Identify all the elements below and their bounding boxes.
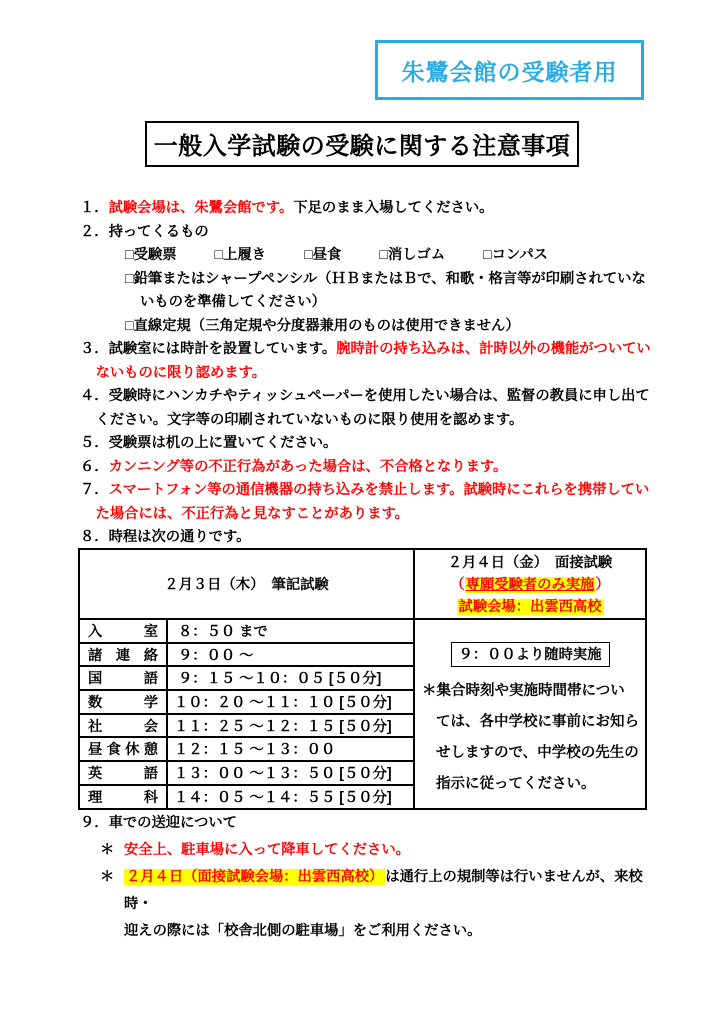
checklist-item-eraser: □消しゴム (379, 247, 446, 263)
venue-badge-label: 朱鷺会館の受験者用 (401, 58, 618, 85)
interview-header-venue: 試験会場：出雲西高校 (458, 599, 602, 615)
item-line (109, 338, 655, 362)
checklist-row (125, 244, 655, 268)
instruction-item-6 (80, 456, 655, 480)
subject-cell: 昼食休憩 (79, 737, 167, 761)
item-number: ９． (80, 815, 109, 831)
instruction-item-3 (80, 338, 655, 385)
item-number: ３． (80, 341, 109, 357)
interview-note (422, 676, 645, 800)
item-text: 時程は次の通りです。 (108, 529, 251, 545)
item-number: ２． (80, 223, 109, 240)
checklist-item-lunch: □昼食 (304, 247, 342, 263)
instruction-item-5 (80, 432, 655, 456)
item-text-black: 試験室には時計を設置しています。 (108, 341, 337, 357)
item-text-red (95, 479, 655, 526)
schedule-header-row (79, 549, 646, 619)
interview-header-condition (415, 574, 645, 596)
item-text: 持ってくるもの (108, 223, 209, 240)
interview-exam-header (414, 549, 646, 619)
item-text (95, 385, 655, 432)
subject-cell: 数学 (79, 690, 167, 714)
item-line: ください。文字等の印刷されていないものに限り使用を認めます。 (95, 411, 524, 428)
interview-note-line: ＊集合時刻や実施時間帯につい (422, 683, 625, 699)
pickup-note-black: は通行上の規制等は行いませんが、来校時・ (124, 869, 643, 912)
subject-cell: 国語 (79, 666, 167, 690)
interview-start-box: ９：００より随時実施 (451, 642, 610, 667)
time-cell: １４：０５ ～１４：５５ [５０分] (167, 785, 414, 809)
interview-note-line: ては、各中学校に事前にお知ら (436, 714, 640, 730)
item-line: スマートフォン等の通信機器の持ち込みを禁止します。試験時にこれらを携帯してい (108, 482, 650, 498)
interview-header-highlight: 専願受験者のみ実施 (465, 577, 595, 593)
item-text-red: 腕時計の持ち込みは、計時以外の機能がついてい (336, 341, 651, 357)
item-text (109, 197, 655, 221)
checklist-item-ticket: □受験票 (125, 247, 177, 263)
subject-cell: 諸連絡 (79, 643, 167, 667)
venue-badge (375, 40, 644, 100)
instruction-list (80, 197, 655, 550)
checklist-item-ruler: □直線定規（三角定規や分度器兼用のものは使用できません） (125, 317, 520, 334)
asterisk-mark: ＊ (100, 842, 115, 858)
time-cell: １２：１５ ～１３：００ (167, 737, 414, 761)
subject-cell: 英語 (79, 761, 167, 785)
time-cell: ９：００ ～ (167, 643, 414, 667)
time-cell: １０：２０ ～１１：１０ [５０分] (167, 690, 414, 714)
asterisk-mark: ＊ (100, 869, 115, 885)
time-cell: １１：２５ ～１２：１５ [５０分] (167, 714, 414, 738)
item-text (95, 338, 655, 385)
item-number: ６． (80, 458, 109, 475)
item-text-red: カンニング等の不正行為があった場合は、不合格となります。 (108, 458, 508, 475)
item-text-black: 下足のまま入場してください。 (293, 200, 494, 216)
checklist-item-compass: □コンパス (483, 247, 548, 263)
pickup-section (80, 810, 670, 945)
pickup-note-feb4-line2: 迎えの際には「校舎北側の駐車場」をご利用ください。 (124, 923, 482, 939)
schedule-row (79, 619, 646, 643)
item-line: ないものに限り認めます。 (95, 364, 267, 381)
pickup-note-highlight: ２月４日（面接試験会場：出雲西高校） (126, 869, 384, 885)
time-cell: ８：５０ まで (167, 619, 414, 643)
time-cell: １３：００ ～１３：５０ [５０分] (167, 761, 414, 785)
pickup-note-feb4-line1 (124, 864, 670, 918)
checklist-item-pencil-line2: いものを準備してください） (140, 294, 326, 310)
item-line: 受験時にハンカチやティッシュペーパーを使用したい場合は、監督の教員に申し出て (108, 388, 650, 404)
checklist-item-shoes: □上履き (214, 247, 267, 263)
item-text: 車での送迎について (108, 815, 237, 831)
interview-note-line: 指示に従ってください。 (436, 776, 596, 792)
instruction-item-4 (80, 385, 655, 432)
interview-note-line: せしますので、中学校の先生の (436, 745, 639, 761)
item-number: １． (80, 200, 109, 216)
pickup-note-safety-text: 安全上、駐車場に入って降車してください。 (124, 842, 410, 858)
pickup-note-feb4 (100, 864, 670, 918)
instruction-item-7 (80, 479, 655, 526)
item-number: ５． (80, 435, 109, 451)
item-text: 受験票は机の上に置いてください。 (108, 435, 338, 451)
instruction-item-9 (80, 810, 670, 837)
interview-info-cell (414, 619, 646, 809)
paren-open: （ (450, 577, 465, 593)
subject-cell: 入室 (79, 619, 167, 643)
paren-close: ） (595, 577, 610, 593)
item-number: ４． (80, 388, 109, 404)
item-number: ８． (80, 529, 109, 545)
instruction-item-8 (80, 526, 655, 550)
checklist-item-pencil-line1: □鉛筆またはシャープペンシル（ＨＢまたはＢで、和歌・格言等が印刷されていな (125, 270, 646, 287)
interview-header-date: ２月４日（金） 面接試験 (447, 555, 613, 571)
item-text-red: 試験会場は、朱鷺会館です。 (108, 200, 294, 216)
subject-cell: 理科 (79, 785, 167, 809)
item-line: た場合には、不正行為と見なすことがあります。 (95, 505, 409, 522)
written-exam-header: ２月３日（木） 筆記試験 (79, 549, 414, 619)
schedule-table (78, 548, 647, 810)
instruction-item-1 (80, 197, 655, 221)
title-row (0, 121, 724, 167)
instruction-item-2 (80, 221, 655, 245)
subject-cell: 社会 (79, 714, 167, 738)
pickup-note-safety (100, 837, 670, 864)
item-number: ７． (80, 482, 109, 498)
time-cell: ９：１５ ～１０：０５ [５０分] (167, 666, 414, 690)
page-title: 一般入学試験の受験に関する注意事項 (145, 121, 580, 167)
